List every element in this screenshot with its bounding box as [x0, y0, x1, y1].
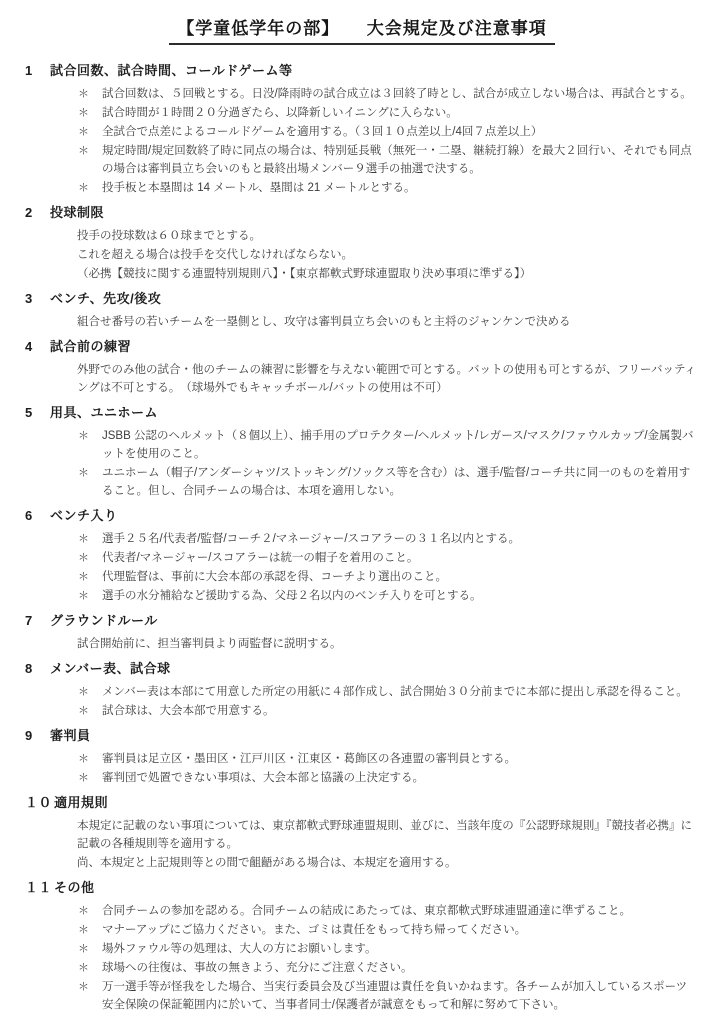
bullet-marker: ＊	[78, 905, 89, 917]
rule-text: 試合時間が１時間２０分過ぎたら、以降新しいイニングに入らない。	[102, 107, 458, 119]
section-9	[25, 726, 698, 787]
bullet-marker: ＊	[78, 107, 89, 119]
section-heading	[25, 61, 698, 80]
rule-item	[77, 702, 698, 720]
rule-item	[77, 85, 698, 103]
rule-text: 全試合で点差によるコールドゲームを適用する。（３回１０点差以上/4回７点差以上）	[102, 126, 543, 138]
rule-item	[77, 123, 698, 141]
rule-item	[77, 549, 698, 567]
section-1	[25, 61, 698, 197]
rule-text: （必携【競技に関する連盟特別規則八】・【東京都軟式野球連盟取り決め事項に準ずる】）	[77, 268, 532, 280]
rule-item	[77, 142, 698, 178]
bullet-marker: ＊	[78, 533, 89, 545]
rule-item	[77, 978, 698, 1014]
section-4	[25, 337, 698, 397]
rule-text: 選手の水分補給など援助する為、父母２名以内のベンチ入りを可とする。	[102, 590, 482, 602]
bullet-marker: ＊	[78, 686, 89, 698]
rule-text: メンバー表は本部にて用意した所定の用紙に４部作成し、試合開始３０分前までに本部に提出し承認を得ること。	[102, 686, 688, 698]
rule-item	[77, 568, 698, 586]
section-title: 投球制限	[50, 205, 105, 220]
bullet-marker: ＊	[78, 943, 89, 955]
section-number: １１	[25, 880, 53, 895]
bullet-marker: ＊	[78, 430, 89, 442]
section-number: 7	[25, 613, 33, 628]
section-title: その他	[54, 880, 95, 895]
sections-container	[0, 45, 724, 1014]
bullet-marker: ＊	[78, 772, 89, 784]
bullet-marker: ＊	[78, 126, 89, 138]
rule-item	[77, 750, 698, 768]
rule-item	[77, 464, 698, 500]
rule-item	[77, 902, 698, 920]
section-title: メンバー表、試合球	[50, 661, 171, 676]
section-title: 試合回数、試合時間、コールドゲーム等	[50, 63, 293, 78]
page-title: 【学童低学年の部】 大会規定及び注意事項	[169, 14, 555, 45]
section-heading	[25, 659, 698, 678]
rule-text: 尚、本規定と上記規則等との間で齟齬がある場合は、本規定を適用する。	[77, 857, 457, 869]
rule-text: JSBB 公認のヘルメット（８個以上）、捕手用のプロテクター/ヘルメット/レガース/マスク/ファウルカップ/金属製バットを使用のこと。	[102, 430, 694, 460]
rule-item	[77, 959, 698, 977]
rule-item	[77, 530, 698, 548]
section-title: 審判員	[50, 728, 91, 743]
rule-text: 代理監督は、事前に大会本部の承認を得、コーチより選出のこと。	[102, 571, 447, 583]
rule-text: ユニホーム（帽子/アンダーシャツ/ストッキング/ソックス等を含む）は、選手/監督/コーチ共に同一のものを着用すること。但し、合同チームの場合は、本項を適用しない。	[102, 467, 691, 497]
section-heading	[25, 289, 698, 308]
bullet-marker: ＊	[78, 467, 89, 479]
section-number: 4	[25, 339, 33, 354]
rule-text: 球場への往復は、事故の無きよう、充分にご注意ください。	[102, 962, 413, 974]
section-heading	[25, 878, 698, 897]
rule-paragraph	[77, 854, 698, 872]
section-title: ベンチ、先攻/後攻	[50, 291, 162, 306]
section-heading	[25, 506, 698, 525]
rule-text: 万一選手等が怪我をした場合、当実行委員会及び当連盟は責任を負いかねます。各チームが加入しているスポーツ安全保険の保証範囲内に於いて、当事者同士/保護者が誠意をもって和解に努めて下さい。	[102, 981, 688, 1011]
rule-item	[77, 427, 698, 463]
section-7	[25, 611, 698, 653]
section-number: 8	[25, 661, 33, 676]
bullet-marker: ＊	[78, 571, 89, 583]
rule-text: 外野でのみ他の試合・他のチームの練習に影響を与えない範囲で可とする。バットの使用も可とするが、フリーバッティングは不可とする。 （球場外でもキャッチボール/バットの使用は不可）	[77, 364, 697, 394]
rule-text: 投手の投球数は６０球までとする。	[77, 230, 261, 242]
rule-text: 審判団で処置できない事項は、大会本部と協議の上決定する。	[102, 772, 424, 784]
rule-text: 場外ファウル等の処理は、大人の方にお願いします。	[102, 943, 377, 955]
rule-text: マナーアップにご協力ください。また、ゴミは責任をもって持ち帰ってください。	[102, 924, 527, 936]
bullet-marker: ＊	[78, 145, 89, 157]
rule-paragraph	[77, 635, 698, 653]
section-title: 用具、ユニホーム	[50, 405, 159, 420]
bullet-marker: ＊	[78, 705, 89, 717]
bullet-marker: ＊	[78, 753, 89, 765]
section-2	[25, 203, 698, 283]
rule-paragraph	[77, 313, 698, 331]
section-number: １０	[25, 795, 53, 810]
title-row	[0, 0, 724, 45]
bullet-marker: ＊	[78, 924, 89, 936]
rule-text: 組合せ番号の若いチームを一塁側とし、攻守は審判員立ち会いのもと主将のジャンケンで決める	[77, 316, 571, 328]
bullet-marker: ＊	[78, 182, 89, 194]
section-heading	[25, 403, 698, 422]
bullet-marker: ＊	[78, 552, 89, 564]
section-number: 5	[25, 405, 33, 420]
rule-item	[77, 940, 698, 958]
rule-text: 規定時間/規定回数終了時に同点の場合は、特別延長戦（無死一・二塁、継続打線）を最大２回行い、それでも同点の場合は審判員立ち会いのもと最終出場メンバー９選手の抽選で決する。	[102, 145, 692, 175]
section-6	[25, 506, 698, 605]
section-number: 6	[25, 508, 33, 523]
bullet-marker: ＊	[78, 88, 89, 100]
section-１１	[25, 878, 698, 1014]
section-number: 2	[25, 205, 33, 220]
section-3	[25, 289, 698, 331]
rule-text: これを超える場合は投手を交代しなければならない。	[77, 249, 353, 261]
rule-text: 試合開始前に、担当審判員より両監督に説明する。	[77, 638, 342, 650]
rule-item	[77, 587, 698, 605]
rule-text: 代表者/マネージャー/スコアラーは統一の帽子を着用のこと。	[102, 552, 419, 564]
section-１０	[25, 793, 698, 872]
section-number: 3	[25, 291, 33, 306]
section-number: 9	[25, 728, 33, 743]
section-number: 1	[25, 63, 33, 78]
bullet-marker: ＊	[78, 962, 89, 974]
rule-paragraph	[77, 361, 698, 397]
rule-text: 選手２５名/代表者/監督/コーチ２/マネージャー/スコアラーの３１名以内とする。	[102, 533, 521, 545]
rule-item	[77, 921, 698, 939]
rule-paragraph	[77, 227, 698, 245]
rule-text: 試合球は、大会本部で用意する。	[102, 705, 275, 717]
rule-text: 本規定に記載のない事項については、東京都軟式野球連盟規則、並びに、当該年度の『公認野球規則』『競技者必携』に記載の各種規則等を適用する。	[77, 820, 693, 850]
section-heading	[25, 793, 698, 812]
section-heading	[25, 611, 698, 630]
section-heading	[25, 726, 698, 745]
bullet-marker: ＊	[78, 981, 89, 993]
section-heading	[25, 203, 698, 222]
section-title: 試合前の練習	[50, 339, 132, 354]
rule-paragraph	[77, 265, 698, 283]
section-title: グラウンドルール	[50, 613, 158, 628]
section-8	[25, 659, 698, 720]
rule-item	[77, 179, 698, 197]
section-heading	[25, 337, 698, 356]
section-title: 適用規則	[54, 795, 109, 810]
rule-paragraph	[77, 246, 698, 264]
rule-text: 審判員は足立区・墨田区・江戸川区・江東区・葛飾区の各連盟の審判員とする。	[102, 753, 516, 765]
rule-paragraph	[77, 817, 698, 853]
rule-text: 合同チームの参加を認める。合同チームの結成にあたっては、東京都軟式野球連盟通達に準ずること。	[102, 905, 631, 917]
bullet-marker: ＊	[78, 590, 89, 602]
rule-text: 投手板と本塁間は 14 メートル、塁間は 21 メートルとする。	[102, 182, 416, 194]
rule-item	[77, 104, 698, 122]
section-title: ベンチ入り	[50, 508, 118, 523]
section-5	[25, 403, 698, 500]
rule-item	[77, 769, 698, 787]
rule-item	[77, 683, 698, 701]
rule-text: 試合回数は、５回戦とする。日没/降雨時の試合成立は３回終了時とし、試合が成立しない場合は、再試合とする。	[102, 88, 692, 100]
